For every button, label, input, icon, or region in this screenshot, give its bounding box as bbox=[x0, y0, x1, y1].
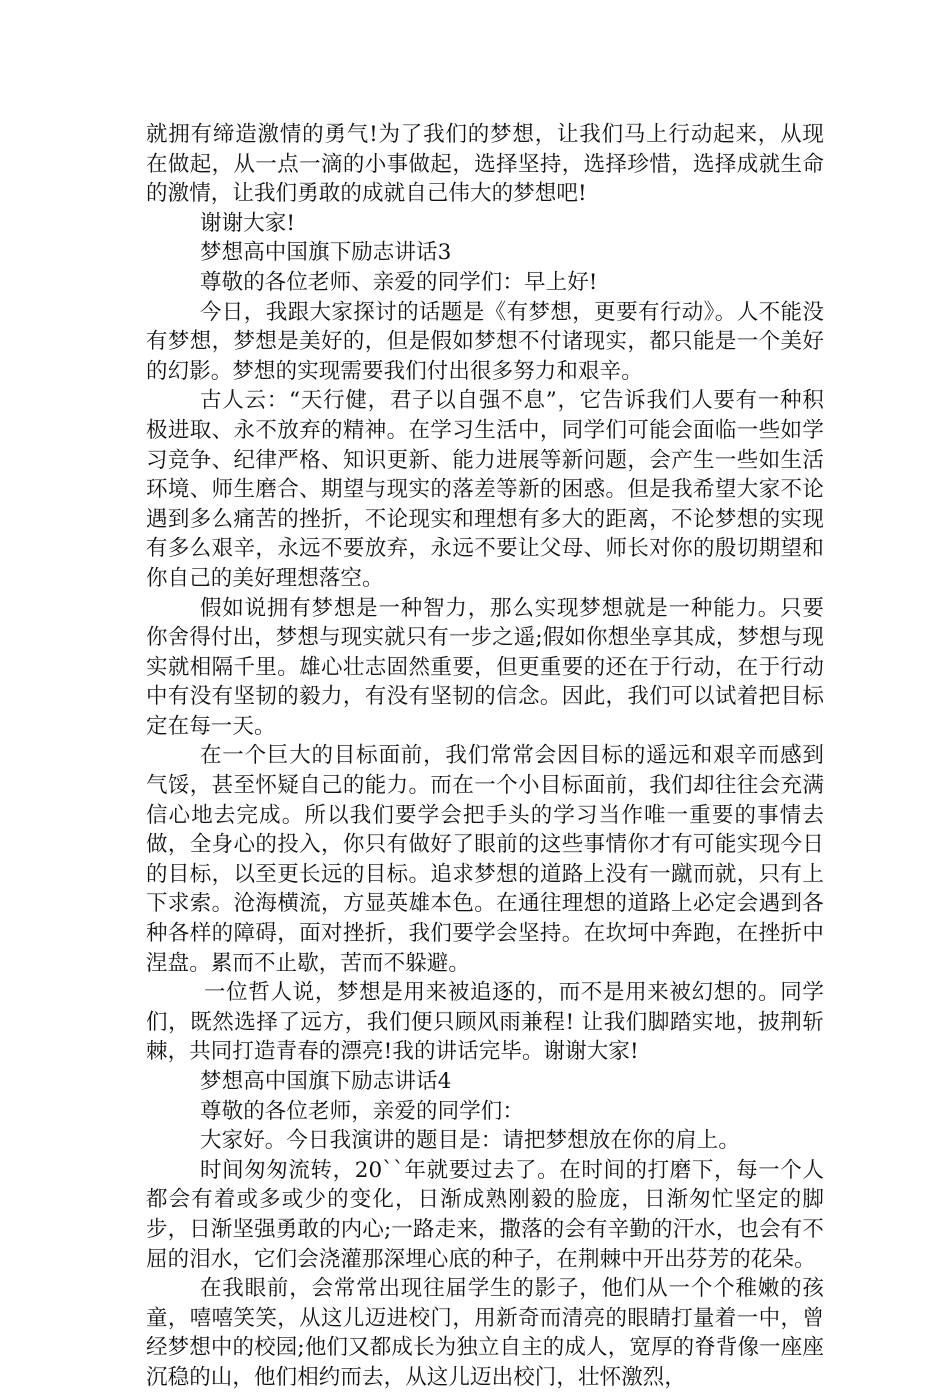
paragraph-big-goal: 在一个巨大的目标面前，我们常常会因目标的遥远和艰辛而感到气馁，甚至怀疑自己的能力。而在一个小目标面前，我们却往往会充满信心地去完成。所以我们要学会把手头的学习当作唯一重要的事情去做，全身心的投入，你只有做好了眼前的这些事情你才有可能实现今日的目标，以至更长远的目标。追求梦想的道路上没有一蹴而就，只有上下求索。沧海横流，方显英雄本色。在通往理想的道路上必定会遇到各种各样的障碍，面对挫折，我们要学会坚持。在坎坷中奔跑，在挫折中涅盘。累而不止歇，苦而不躲避。 bbox=[146, 743, 824, 976]
salutation-4: 尊敬的各位老师，亲爱的同学们： bbox=[200, 1098, 525, 1124]
paragraph-topic: 今日，我跟大家探讨的话题是《有梦想，更要有行动》。人不能没有梦想，梦想是美好的，但是假如梦想不付诸现实，都只能是一个美好的幻影。梦想的实现需要我们付出很多努力和艰辛。 bbox=[146, 299, 824, 384]
paragraph-ancient-saying: 古人云：“天行健，君子以自强不息”，它告诉我们人要有一种积极进取、永不放弃的精神。在学习生活中，同学们可能会面临一些如学习竞争、纪律严格、知识更新、能力进展等新问题，会产生一些如生活环境、师生磨合、期望与现实的落差等新的困惑。但是我希望大家不论遇到多么痛苦的挫折，不论现实和理想有多大的距离，不论梦想的实现有多么艰辛，永远不要放弃，永远不要让父母、师长对你的殷切期望和你自己的美好理想落空。 bbox=[146, 388, 824, 591]
document-page bbox=[146, 120, 824, 1393]
paragraph-former-students: 在我眼前，会常常出现往届学生的影子，他们从一个个稚嫩的孩童，嘻嘻笑笑，从这儿迈进校门，用新奇而清亮的眼睛打量着一中，曾经梦想中的校园;他们又都成长为独立自主的成人，宽厚的脊背像一座座沉稳的山，他们相约而去，从这儿迈出校门，壮怀激烈， bbox=[146, 1276, 824, 1390]
paragraph-speech-title: 大家好。今日我演讲的题目是：请把梦想放在你的肩上。 bbox=[200, 1128, 741, 1154]
salutation-3: 尊敬的各位老师、亲爱的同学们：早上好! bbox=[200, 269, 598, 295]
paragraph-intro: 就拥有缔造激情的勇气!为了我们的梦想，让我们马上行动起来，从现在做起，从一点一滴的小事做起，选择坚持，选择珍惜，选择成就生命的激情，让我们勇敢的成就自己伟大的梦想吧! bbox=[146, 122, 824, 207]
section-heading-4: 梦想高中国旗下励志讲话4 bbox=[200, 1069, 452, 1094]
paragraph-philosopher: 一位哲人说，梦想是用来被追逐的，而不是用来被幻想的。同学们，既然选择了远方，我们便只顾风雨兼程! 让我们脚踏实地，披荆斩棘，共同打造青春的漂亮!我的讲话完毕。谢谢大家! bbox=[146, 980, 824, 1065]
paragraph-time-passes: 时间匆匆流转，20``年就要过去了。在时间的打磨下，每一个人都会有着或多或少的变化，日渐成熟刚毅的脸庞，日渐匆忙坚定的脚步，日渐坚强勇敢的内心;一路走来，撒落的会有辛勤的汗水，也会有不屈的泪水，它们会浇灌那深埋心底的种子，在荆棘中开出芬芳的花朵。 bbox=[146, 1157, 824, 1272]
paragraph-wisdom-ability: 假如说拥有梦想是一种智力，那么实现梦想就是一种能力。只要你舍得付出，梦想与现实就只有一步之遥;假如你想坐享其成，梦想与现实就相隔千里。雄心壮志固然重要，但更重要的还在于行动，在于行动中有没有坚韧的毅力，有没有坚韧的信念。因此，我们可以试着把目标定在每一天。 bbox=[146, 595, 824, 739]
section-heading-3: 梦想高中国旗下励志讲话3 bbox=[200, 240, 452, 266]
paragraph-thanks: 谢谢大家! bbox=[200, 210, 296, 236]
